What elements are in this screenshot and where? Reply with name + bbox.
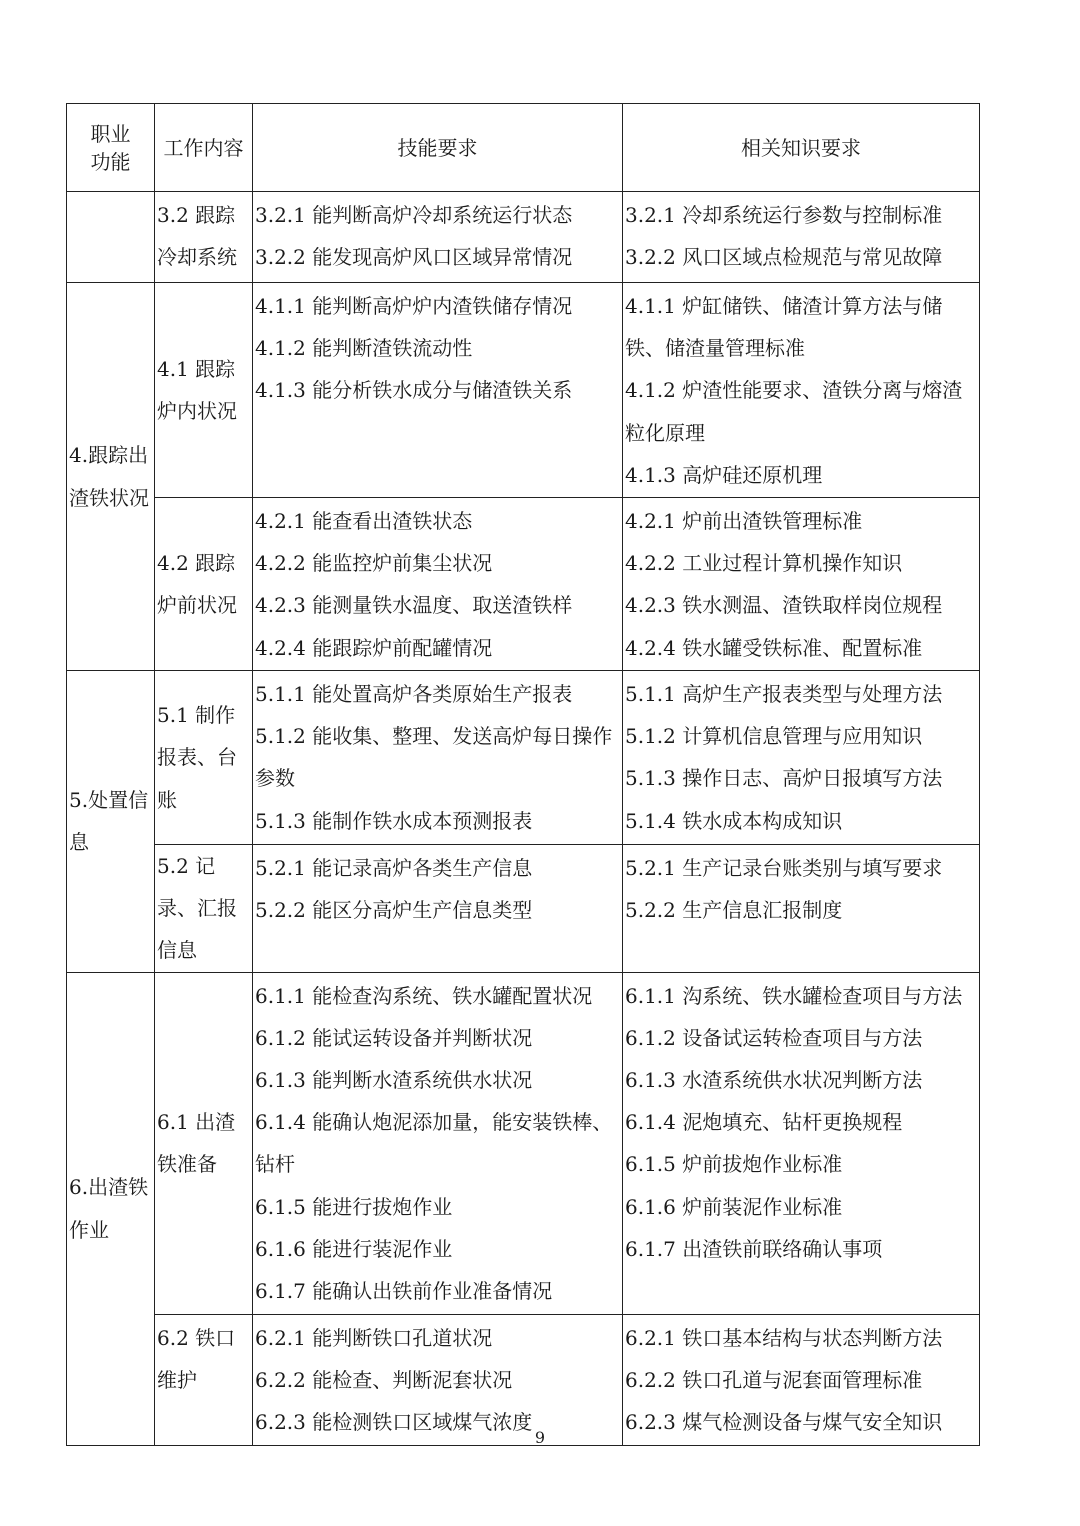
work-cell: 6.1 出渣铁准备: [155, 972, 253, 1314]
work-cell: 4.1 跟踪炉内状况: [155, 283, 253, 498]
function-cell: 4.跟踪出渣铁状况: [67, 283, 155, 671]
list-item: 5.1.1 能处置高炉各类原始生产报表: [255, 682, 573, 706]
list-item: 6.2.2 铁口孔道与泥套面管理标准: [625, 1367, 923, 1392]
table-row: [67, 192, 980, 283]
list-item: 3.2.1 能判断高炉冷却系统运行状态: [255, 203, 573, 227]
table-row: [67, 845, 980, 973]
header-knowledge: 相关知识要求: [623, 104, 980, 192]
list-item: 4.2.1 能查看出渣铁状态: [255, 509, 473, 533]
work-cell: 6.2 铁口维护: [155, 1314, 253, 1445]
header-skills: 技能要求: [253, 104, 623, 192]
header-work: 工作内容: [155, 104, 253, 192]
list-item: 5.2.1 生产记录台账类别与填写要求: [625, 856, 943, 880]
list-item: 6.1.5 能进行拔炮作业: [255, 1194, 453, 1219]
list-item: 6.2.1 铁口基本结构与状态判断方法: [625, 1325, 943, 1350]
list-item: 4.1.2 炉渣性能要求、渣铁分离与熔渣粒化原理: [625, 378, 963, 445]
skills-cell: [253, 972, 623, 1314]
list-item: 3.2.2 风口区域点检规范与常见故障: [625, 245, 943, 270]
list-item: 6.1.2 设备试运转检查项目与方法: [625, 1025, 923, 1050]
work-cell: 3.2 跟踪冷却系统: [155, 192, 253, 283]
skills-cell: [253, 1314, 623, 1445]
header-function: 职业 功能: [67, 104, 155, 192]
list-item: 3.2.2 能发现高炉风口区域异常情况: [255, 245, 573, 270]
list-item: 4.1.3 高炉硅还原机理: [625, 462, 823, 487]
list-item: 4.1.2 能判断渣铁流动性: [255, 336, 473, 361]
list-item: 6.1.2 能试运转设备并判断状况: [255, 1025, 533, 1050]
skills-cell: [253, 283, 623, 498]
list-item: 6.1.7 出渣铁前联络确认事项: [625, 1236, 883, 1261]
list-item: 4.2.1 炉前出渣铁管理标准: [625, 509, 863, 533]
list-item: 6.1.6 炉前装泥作业标准: [625, 1194, 843, 1219]
page-number: 9: [534, 1428, 546, 1447]
list-item: 4.1.3 能分析铁水成分与储渣铁关系: [255, 378, 573, 403]
table-header-row: [67, 104, 980, 192]
list-item: 4.1.1 炉缸储铁、储渣计算方法与储铁、储渣量管理标准: [625, 294, 943, 361]
list-item: 5.1.2 计算机信息管理与应用知识: [625, 724, 923, 749]
list-item: 4.2.2 工业过程计算机操作知识: [625, 551, 903, 576]
list-item: 4.2.3 能测量铁水温度、取送渣铁样: [255, 593, 573, 618]
list-item: 4.2.4 能跟踪炉前配罐情况: [255, 635, 493, 660]
knowledge-cell: [623, 671, 980, 845]
function-cell: 6.出渣铁作业: [67, 972, 155, 1445]
knowledge-cell: [623, 845, 980, 973]
list-item: 5.2.1 能记录高炉各类生产信息: [255, 856, 533, 880]
list-item: 4.2.3 铁水测温、渣铁取样岗位规程: [625, 593, 943, 618]
skills-cell: [253, 671, 623, 845]
list-item: 4.1.1 能判断高炉炉内渣铁储存情况: [255, 294, 573, 318]
list-item: 6.1.6 能进行装泥作业: [255, 1236, 453, 1261]
competency-table: [66, 103, 980, 1446]
list-item: 5.2.2 能区分高炉生产信息类型: [255, 898, 533, 923]
skills-cell: [253, 192, 623, 283]
work-cell: 5.2 记录、汇报信息: [155, 845, 253, 973]
list-item: 6.2.3 能检测铁口区域煤气浓度: [255, 1410, 533, 1435]
table-row: [67, 972, 980, 1314]
list-item: 6.1.5 炉前拔炮作业标准: [625, 1152, 843, 1177]
skills-cell: [253, 498, 623, 671]
knowledge-cell: [623, 498, 980, 671]
list-item: 6.1.7 能确认出铁前作业准备情况: [255, 1279, 553, 1304]
list-item: 6.1.3 能判断水渣系统供水状况: [255, 1068, 533, 1093]
knowledge-cell: [623, 192, 980, 283]
table-row: [67, 671, 980, 845]
table-row: [67, 1314, 980, 1445]
list-item: 4.2.4 铁水罐受铁标准、配置标准: [625, 635, 923, 660]
list-item: 6.2.1 能判断铁口孔道状况: [255, 1325, 493, 1350]
knowledge-cell: [623, 972, 980, 1314]
list-item: 5.1.3 能制作铁水成本预测报表: [255, 808, 533, 833]
list-item: 6.2.3 煤气检测设备与煤气安全知识: [625, 1410, 943, 1435]
knowledge-cell: [623, 1314, 980, 1445]
skills-cell: [253, 845, 623, 973]
list-item: 5.1.1 高炉生产报表类型与处理方法: [625, 682, 943, 706]
list-item: 6.1.1 沟系统、铁水罐检查项目与方法: [625, 983, 963, 1008]
list-item: 5.1.2 能收集、整理、发送高炉每日操作参数: [255, 724, 613, 791]
list-item: 6.1.1 能检查沟系统、铁水罐配置状况: [255, 983, 593, 1008]
list-item: 6.2.2 能检查、判断泥套状况: [255, 1367, 513, 1392]
list-item: 6.1.3 水渣系统供水状况判断方法: [625, 1068, 923, 1093]
list-item: 3.2.1 冷却系统运行参数与控制标准: [625, 203, 943, 227]
list-item: 6.1.4 泥炮填充、钻杆更换规程: [625, 1110, 903, 1135]
table-row: [67, 498, 980, 671]
work-cell: 4.2 跟踪炉前状况: [155, 498, 253, 671]
list-item: 5.1.3 操作日志、高炉日报填写方法: [625, 766, 943, 791]
work-cell: 5.1 制作报表、台账: [155, 671, 253, 845]
function-cell: [67, 192, 155, 283]
list-item: 4.2.2 能监控炉前集尘状况: [255, 551, 493, 576]
list-item: 5.2.2 生产信息汇报制度: [625, 898, 843, 923]
function-cell: 5.处置信息: [67, 671, 155, 973]
table-row: [67, 283, 980, 498]
list-item: 5.1.4 铁水成本构成知识: [625, 808, 843, 833]
knowledge-cell: [623, 283, 980, 498]
list-item: 6.1.4 能确认炮泥添加量，能安装铁棒、钻杆: [255, 1110, 613, 1177]
